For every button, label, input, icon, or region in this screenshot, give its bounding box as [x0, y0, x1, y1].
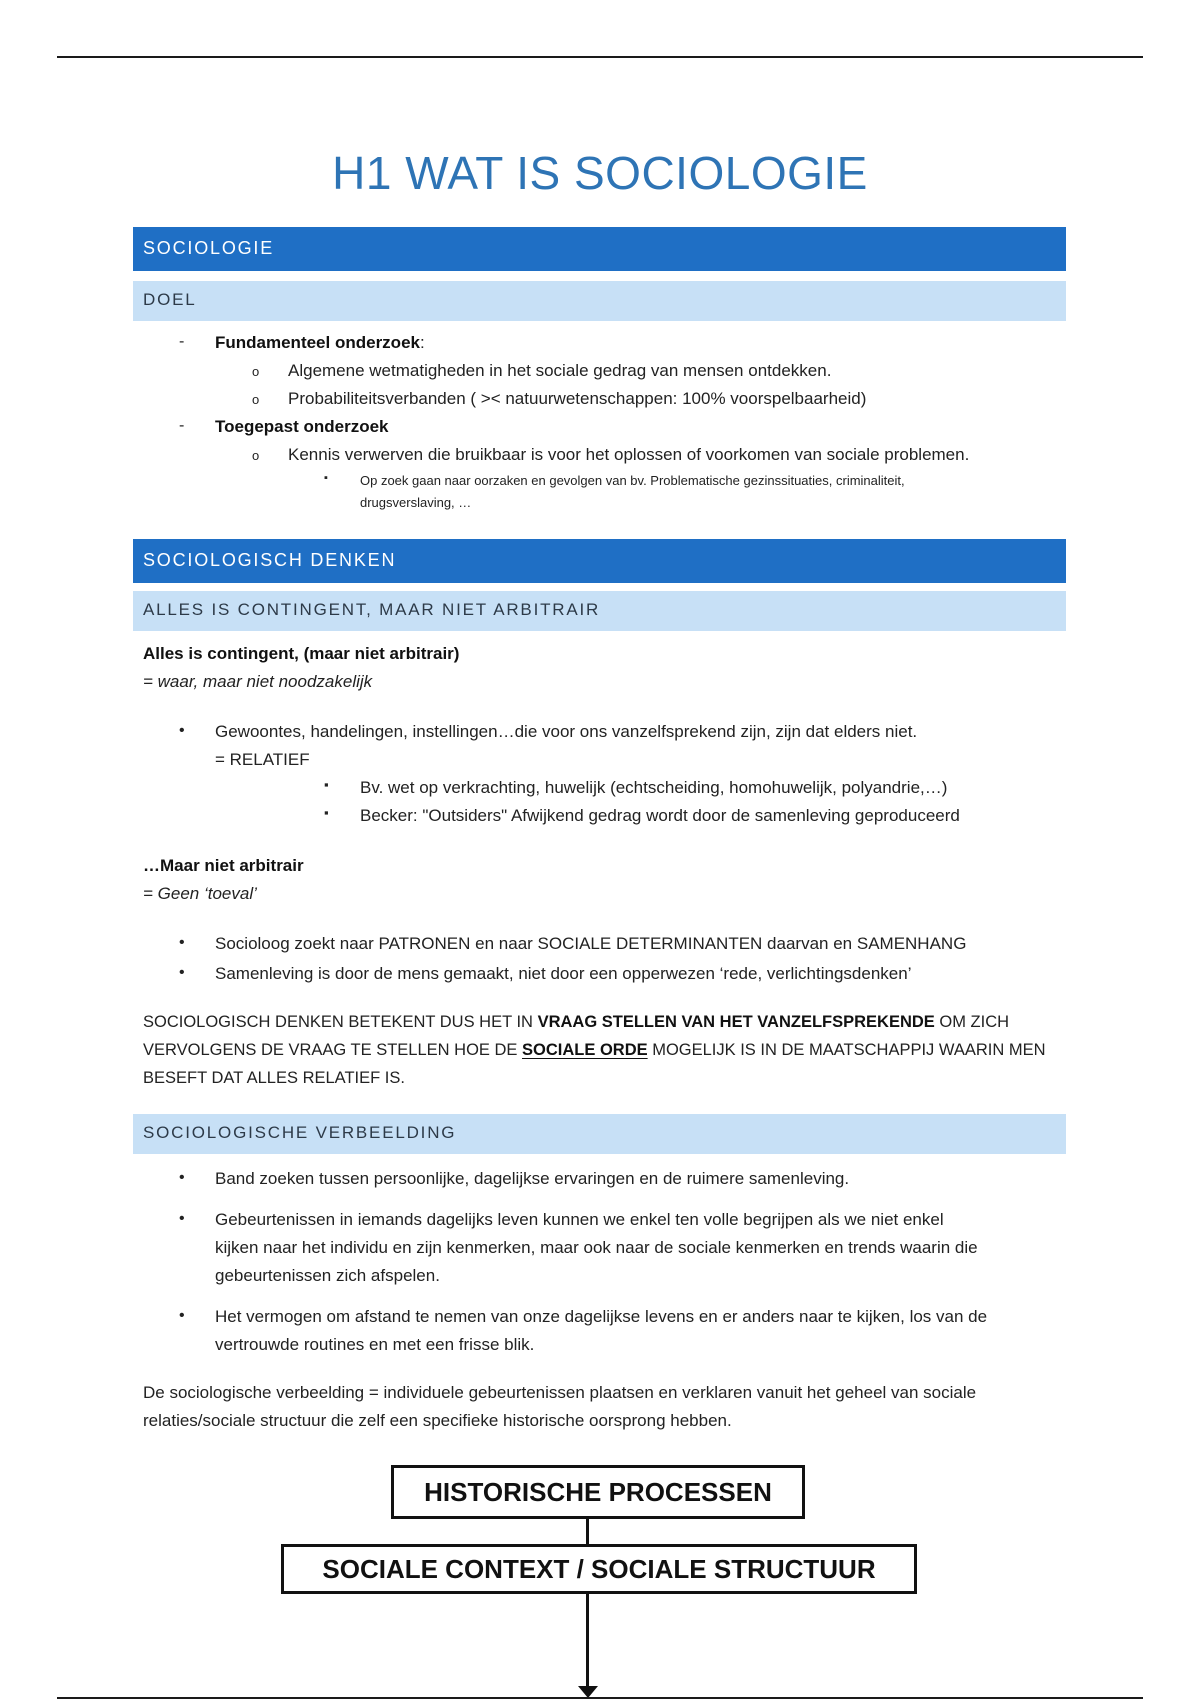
list-item: gebeurtenissen zich afspelen. [215, 1266, 440, 1285]
list-item: vertrouwde routines en met een frisse blik. [215, 1335, 535, 1354]
diagram-box-historische-processen: HISTORISCHE PROCESSEN [391, 1465, 805, 1519]
contingent-heading: Alles is contingent, (maar niet arbitrair) [143, 644, 460, 663]
circle-marker: o [252, 392, 260, 407]
bottom-rule [57, 1697, 1143, 1699]
arbitrair-definition: = Geen ‘toeval’ [143, 884, 257, 903]
list-item: Algemene wetmatigheden in het sociale gedrag van mensen ontdekken. [288, 361, 832, 380]
diagram-connector [586, 1519, 589, 1545]
list-item: drugsverslaving, … [360, 495, 472, 510]
top-rule [57, 56, 1143, 58]
list-item: Op zoek gaan naar oorzaken en gevolgen van bv. Problematische gezinssituaties, criminaliteit, [360, 473, 905, 488]
verbeelding-definition: De sociologische verbeelding = individuele gebeurtenissen plaatsen en verklaren vanuit het geheel van sociale [143, 1383, 977, 1402]
bullet-marker: • [179, 1210, 185, 1227]
list-item: Gebeurtenissen in iemands dagelijks leven kunnen we enkel ten volle begrijpen als we niet enkel [215, 1210, 944, 1229]
circle-marker: o [252, 448, 260, 463]
relatief-label: = RELATIEF [215, 750, 310, 769]
list-item: Becker: "Outsiders" Afwijkend gedrag wordt door de samenleving geproduceerd [360, 806, 960, 825]
bullet-marker: • [179, 934, 185, 951]
list-item: Het vermogen om afstand te nemen van onze dagelijkse levens en er anders naar te kijken, los van de [215, 1307, 988, 1326]
subsection-header-contingent: ALLES IS CONTINGENT, MAAR NIET ARBITRAIR [133, 591, 1066, 631]
subsection-header-verbeelding: SOCIOLOGISCHE VERBEELDING [133, 1114, 1066, 1154]
arbitrair-heading: …Maar niet arbitrair [143, 856, 304, 875]
bullet-marker: • [179, 722, 185, 739]
conclusion-line: BESEFT DAT ALLES RELATIEF IS. [143, 1069, 405, 1087]
list-item: Socioloog zoekt naar PATRONEN en naar SOCIALE DETERMINANTEN daarvan en SAMENHANG [215, 934, 967, 953]
conclusion-line: VERVOLGENS DE VRAAG TE STELLEN HOE DE SOCIALE ORDE MOGELIJK IS IN DE MAATSCHAPPIJ WAARIN MEN [143, 1041, 1046, 1059]
list-item: Gewoontes, handelingen, instellingen…die voor ons vanzelfsprekend zijn, zijn dat elders niet. [215, 722, 918, 741]
conclusion-line: SOCIOLOGISCH DENKEN BETEKENT DUS HET IN VRAAG STELLEN VAN HET VANZELFSPREKENDE OM ZICH [143, 1013, 1010, 1031]
list-item: Samenleving is door de mens gemaakt, niet door een opperwezen ‘rede, verlichtingsdenken’ [215, 964, 912, 983]
dash-marker: - [179, 333, 185, 350]
list-item: Band zoeken tussen persoonlijke, dagelijkse ervaringen en de ruimere samenleving. [215, 1169, 850, 1188]
bullet-marker: • [179, 1169, 185, 1186]
list-item: kijken naar het individu en zijn kenmerken, maar ook naar de sociale kenmerken en trends waarin die [215, 1238, 978, 1257]
verbeelding-definition: relaties/sociale structuur die zelf een specifieke historische oorsprong hebben. [143, 1411, 732, 1430]
list-item: Kennis verwerven die bruikbaar is voor het oplossen of voorkomen van sociale problemen. [288, 445, 970, 464]
fundamenteel-heading: Fundamenteel onderzoek: [215, 333, 425, 352]
contingent-definition: = waar, maar niet noodzakelijk [143, 672, 373, 691]
bullet-marker: • [179, 1307, 185, 1324]
diagram-box-sociale-context: SOCIALE CONTEXT / SOCIALE STRUCTUUR [281, 1544, 917, 1594]
diagram-connector-arrow [586, 1594, 589, 1694]
section-header-sociologie: SOCIOLOGIE [133, 227, 1066, 271]
toegepast-heading: Toegepast onderzoek [215, 417, 389, 436]
section-header-sociologisch-denken: SOCIOLOGISCH DENKEN [133, 539, 1066, 583]
subsection-header-doel: DOEL [133, 281, 1066, 321]
list-item: Bv. wet op verkrachting, huwelijk (echtscheiding, homohuwelijk, polyandrie,…) [360, 778, 948, 797]
square-marker: ▪ [324, 777, 329, 792]
dash-marker: - [179, 417, 185, 434]
page-title: H1 WAT IS SOCIOLOGIE [332, 147, 868, 199]
square-marker: ▪ [324, 472, 328, 484]
bullet-marker: • [179, 964, 185, 981]
square-marker: ▪ [324, 805, 329, 820]
list-item: Probabiliteitsverbanden ( >< natuurwetenschappen: 100% voorspelbaarheid) [288, 389, 867, 408]
circle-marker: o [252, 364, 260, 379]
